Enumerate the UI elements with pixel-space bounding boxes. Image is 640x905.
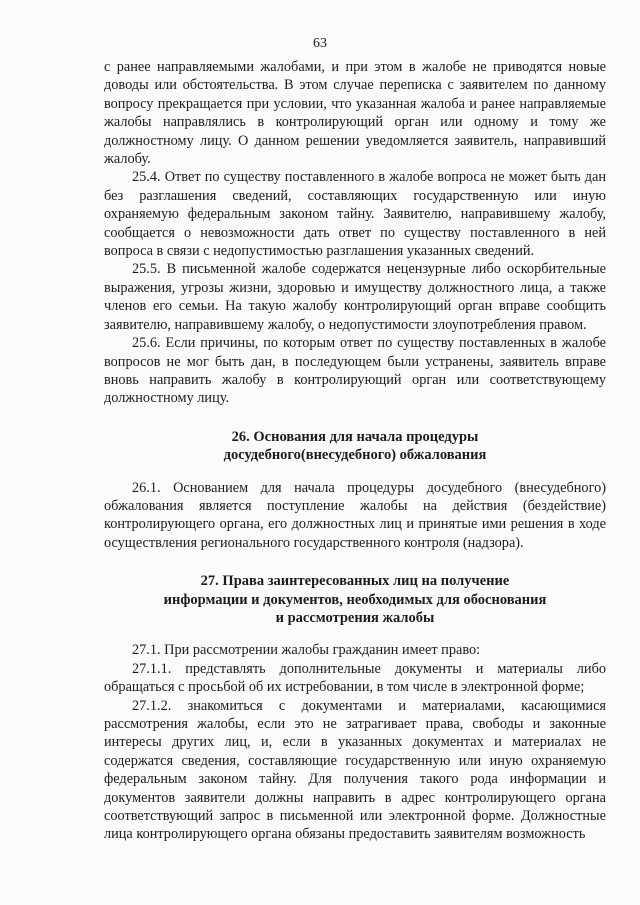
section-26-heading-line-2: досудебного(внесудебного) обжалования [223,447,487,464]
document-body [104,58,606,844]
paragraph-27-1: 27.1. При рассмотрении жалобы гражданин имеет право: [132,642,481,659]
paragraph-25-4: 25.4. Ответ по существу поставленного в жалобе вопроса не может быть дан без разглашения сведений, составляющих государственную или иную охраняемую федеральным законом тайну. Заявителю, направившему жалобу, сообщается о невозможности дать ответ по существу поставленного в ней вопроса в связи с недопустимостью разглашения указанных сведений. [104,169,606,260]
section-27-heading-line-1: 27. Права заинтересованных лиц на получение [200,573,510,590]
paragraph-25-5: 25.5. В письменной жалобе содержатся нецензурные либо оскорбительные выражения, угрозы жизни, здоровью и имуществу должностного лица, а также членов его семьи. На такую жалобу контролирующий орган вправе сообщить заявителю, направившему жалобу, о недопустимости злоупотребления правом. [104,261,606,333]
section-26-heading-line-1: 26. Основания для начала процедуры [231,428,479,445]
page-number: 63 [313,36,327,51]
paragraph-25-6: 25.6. Если причины, по которым ответ по существу поставленных в жалобе вопросов не мог быть дан, в последующем были устранены, заявитель вправе вновь направить жалобу в контролирующий орган или соответствующему должностному лицу. [104,335,606,407]
paragraph-27-1-1: 27.1.1. представлять дополнительные документы и материалы либо обращаться с просьбой об их истребовании, в том числе в электронной форме; [104,660,606,696]
paragraph-continuation: с ранее направляемыми жалобами, и при этом в жалобе не приводятся новые доводы или обстоятельства. В этом случае переписка с заявителем по данному вопросу прекращается при условии, что указанная жалоба и ранее направляемые жалобы направлялись в контролирующий орган или одному и тому же должностному лицу. О данном решении уведомляется заявитель, направивший жалобу. [104,59,606,168]
paragraph-26-1: 26.1. Основанием для начала процедуры досудебного (внесудебного) обжалования является поступление жалобы на действия (бездействие) контролирующего органа, его должностных лиц и принятые ими решения в ходе осуществления регионального государственного контроля (надзора). [104,479,606,551]
section-26-heading [104,428,606,465]
section-27-heading-line-2: информации и документов, необходимых для обоснования [163,591,547,608]
paragraph-27-1-2: 27.1.2. знакомиться с документами и материалами, касающимися рассмотрения жалобы, если это не затрагивает права, свободы и законные интересы других лиц, и, если в указанных документах и материалах не содержатся сведения, составляющие государственную или иную охраняемую федеральным законом тайну. Для получения такого рода информации и документов заявители должны направить в адрес контролирующего органа соответствующий запрос в письменной или электронной форме. Должностные лица контролирующего органа обязаны предоставить заявителям возможность [104,697,606,843]
section-27-heading-line-3: и рассмотрения жалобы [275,609,435,626]
section-27-heading [104,572,606,627]
